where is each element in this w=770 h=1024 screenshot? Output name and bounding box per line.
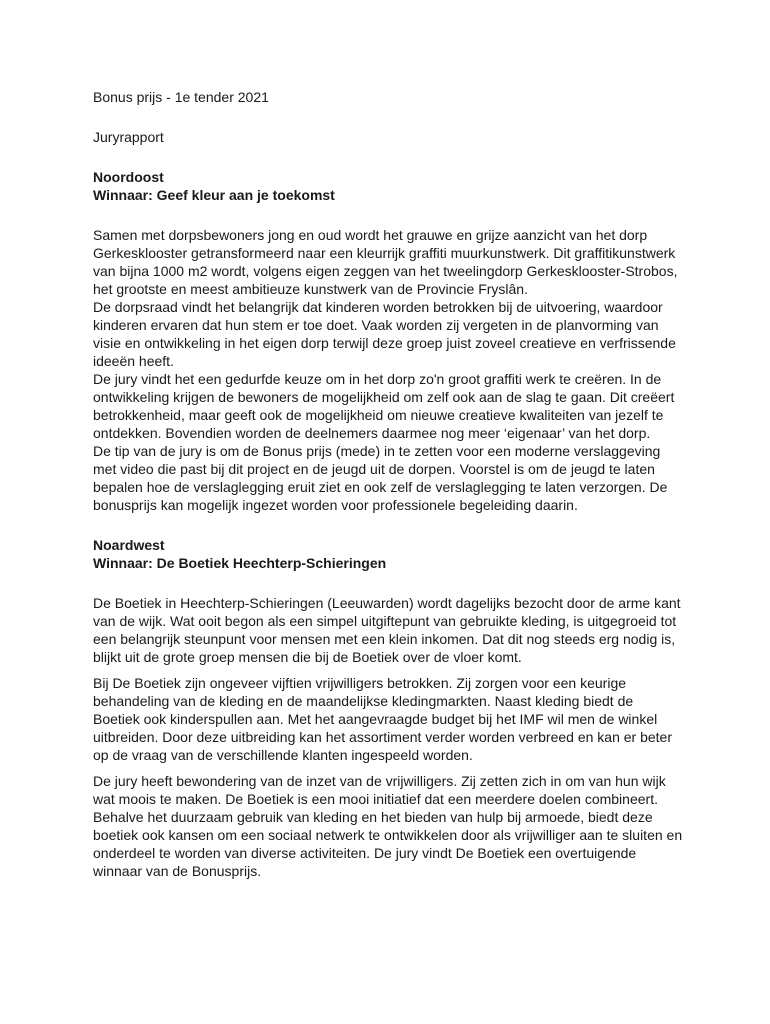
document-title: Bonus prijs - 1e tender 2021	[93, 89, 269, 105]
paragraph: De Boetiek in Heechterp-Schieringen (Leeuwarden) wordt dagelijks bezocht door de arme kant van de wijk. Wat ooit begon als een simpel uitgiftepunt van gebruikte kleding, is uitgegroeid tot een belangrijk steunpunt voor mensen met een klein inkomen. Dat dit nog steeds erg nodig is, blijkt uit de grote groep mensen die bij de Boetiek over de vloer komt.	[93, 595, 685, 665]
paragraph: De jury vindt het een gedurfde keuze om in het dorp zo'n groot graffiti werk te creëren. In de ontwikkeling krijgen de bewoners de mogelijkheid om zelf ook aan de slag te gaan. Dit creëert betrokkenheid, maar geeft ook de mogelijkheid om nieuwe creatieve kwaliteiten van jezelf te ontdekken. Bovendien worden de deelnemers daarmee nog meer ‘eigenaar’ van het dorp.	[93, 371, 679, 441]
paragraph: De jury heeft bewondering van de inzet van de vrijwilligers. Zij zetten zich in om van hun wijk wat moois te maken. De Boetiek is een mooi initiatief dat een meerdere doelen combineert. Behalve het duurzaam gebruik van kleding en het bieden van hulp bij armoede, biedt deze boetiek ook kansen om een sociaal netwerk te ontwikkelen door als vrijwilliger aan te sluiten en onderdeel te worden van diverse activiteiten. De jury vindt De Boetiek een overtuigende winnaar van de Bonusprijs.	[93, 773, 686, 879]
section-noardwest	[93, 536, 686, 880]
paragraph: De dorpsraad vindt het belangrijk dat kinderen worden betrokken bij de uitvoering, waardoor kinderen ervaren dat hun stem er toe doet. Vaak worden zij vergeten in de planvorming van visie en ontwikkeling in het eigen dorp terwijl deze groep juist zoveel creatieve en verfrissende ideeën heeft.	[93, 299, 680, 369]
document-page	[93, 88, 686, 880]
section-region-heading: Noardwest	[93, 537, 165, 553]
section-winner-heading: Winnaar: Geef kleur aan je toekomst	[93, 187, 335, 203]
paragraph: Samen met dorpsbewoners jong en oud wordt het grauwe en grijze aanzicht van het dorp Gerkesklooster getransformeerd naar een kleurrijk graffiti muurkunstwerk. Dit graffitikunstwerk van bijna 1000 m2 wordt, volgens eigen zeggen van het tweelingdorp Gerkesklooster-Strobos, het grootste en meest ambitieuze kunstwerk van de Provincie Fryslân.	[93, 227, 682, 297]
document-subtitle: Juryrapport	[93, 129, 164, 145]
section-winner-heading: Winnaar: De Boetiek Heechterp-Schieringen	[93, 555, 387, 571]
section-noordoost	[93, 168, 683, 514]
paragraph: De tip van de jury is om de Bonus prijs (mede) in te zetten voor een moderne verslaggeving met video die past bij dit project en de jeugd uit de dorpen. Voorstel is om de jeugd te laten bepalen hoe de verslaglegging eruit ziet en ook zelf de verslaglegging te laten verzorgen. De bonusprijs kan mogelijk ingezet worden voor professionele begeleiding daarin.	[93, 443, 672, 513]
paragraph: Bij De Boetiek zijn ongeveer vijftien vrijwilligers betrokken. Zij zorgen voor een keurige behandeling van de kleding en de maandelijkse kledingmarkten. Naast kleding biedt de Boetiek ook kinderspullen aan. Met het aangevraagde budget bij het IMF wil men de winkel uitbreiden. Door deze uitbreiding kan het assortiment verder worden verbreed en kan er beter op de vraag van de verschillende klanten ingespeeld worden.	[93, 675, 676, 763]
section-region-heading: Noordoost	[93, 169, 164, 185]
